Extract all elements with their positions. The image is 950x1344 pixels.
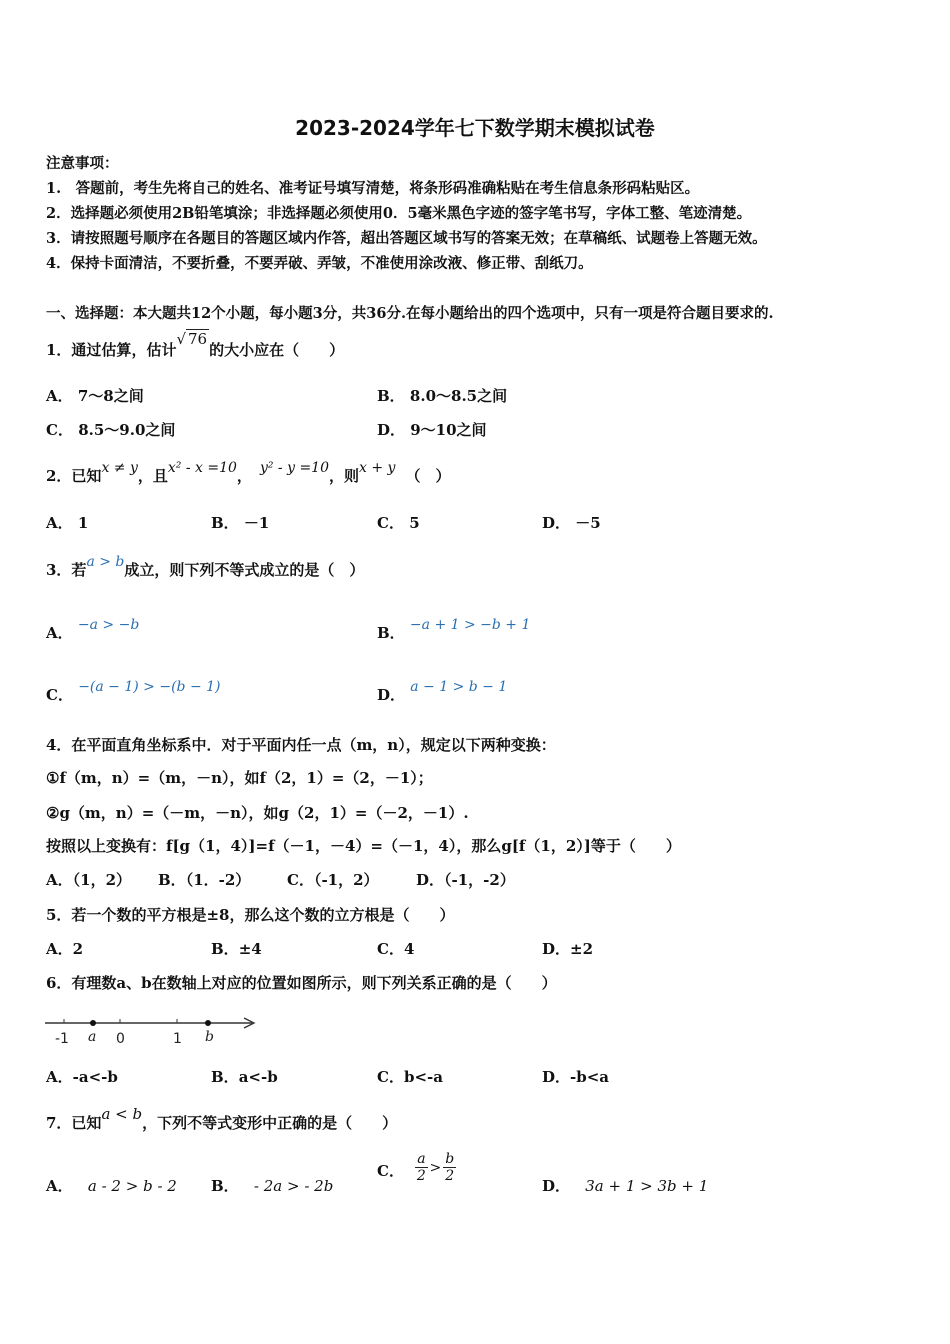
option-c: C． 8.5～9.0之间: [46, 421, 176, 439]
q2-expr: x + y: [359, 460, 396, 476]
option-c: C． −(a − 1) > −(b − 1): [46, 679, 221, 704]
option-d: D． a − 1 > b − 1: [377, 679, 508, 704]
point-b: [205, 1020, 211, 1026]
option-d: D．±2: [542, 940, 594, 958]
question-2: [46, 460, 451, 486]
option-d: D． 9～10之间: [377, 421, 487, 439]
option-b: B． －1: [211, 514, 270, 532]
question-4-ask: 按照以上变换有：f[g（1，4）]=f（－1，－4）=（－1，4），那么g[f（1，2）]等于（ ）: [46, 837, 681, 855]
q1-prefix: 1．通过估算，估计: [46, 341, 177, 359]
option-d: D． 3a + 1 > 3b + 1: [542, 1177, 709, 1195]
point-a: [90, 1020, 96, 1026]
q2-cond: x ≠ y: [101, 460, 138, 476]
sqrt-76: √ 76: [176, 330, 208, 348]
option-c: C． 5: [377, 514, 420, 532]
question-7: [46, 1105, 398, 1133]
question-5-stem: 5．若一个数的平方根是±8，那么这个数的立方根是（ ）: [46, 906, 455, 924]
option-c: C．4: [377, 940, 415, 958]
option-c: C．b<-a: [377, 1068, 443, 1086]
notice-item: 3．请按照题号顺序在各题目的答题区域内作答，超出答题区域书写的答案无效；在草稿纸、试题卷上答题无效。: [46, 230, 767, 247]
option-b: B．±4: [211, 940, 262, 958]
notice-item: 2．选择题必须使用2B铅笔填涂；非选择题必须使用0．5毫米黑色字迹的签字笔书写，字体工整、笔迹清楚。: [46, 205, 752, 222]
q2-comma: ，: [236, 467, 252, 485]
option-d: D． －5: [542, 514, 601, 532]
question-1: [46, 328, 345, 359]
option-a: A．-a<-b: [46, 1068, 118, 1086]
option-a: A． 1: [46, 514, 89, 532]
label-minus-1: -1: [55, 1031, 69, 1047]
option-b: B． −a + 1 > −b + 1: [377, 617, 531, 642]
q1-suffix: 的大小应在（ ）: [209, 341, 345, 359]
label-1: 1: [173, 1031, 182, 1047]
label-0: 0: [116, 1031, 125, 1047]
option-c: C． $\frac{a}{2}$ > $\frac{b}{2}$: [377, 1151, 455, 1184]
option-a: A． a - 2 > b - 2: [46, 1177, 177, 1195]
label-b: b: [205, 1029, 214, 1045]
q7-suffix: ，下列不等式变形中正确的是（ ）: [142, 1114, 398, 1132]
option-b: B． - 2a > - 2b: [211, 1177, 334, 1195]
option-b: B．（1．-2）: [158, 871, 251, 889]
notice-item: 1. 答题前，考生先将自己的姓名、准考证号填写清楚，将条形码准确粘贴在考生信息条形码粘贴区。: [46, 180, 700, 197]
question-6-stem: 6．有理数a、b在数轴上对应的位置如图所示，则下列关系正确的是（ ）: [46, 974, 557, 992]
option-b: B． 8.0～8.5之间: [377, 387, 508, 405]
q2-prefix: 2．已知: [46, 467, 102, 485]
question-4-rule1: ①f（m，n）=（m，－n），如f（2，1）=（2，－1）；: [46, 769, 433, 787]
q7-prefix: 7．已知: [46, 1114, 102, 1132]
number-line-figure: [40, 1010, 270, 1052]
q3-cond: a > b: [86, 554, 125, 570]
notice-heading: 注意事项：: [46, 155, 119, 172]
q7-cond: a < b: [101, 1105, 143, 1123]
fraction-a-over-2: $\frac{a}{2}$: [416, 1151, 426, 1184]
fraction-b-over-2: $\frac{b}{2}$: [445, 1151, 455, 1184]
q2-eq2: y² - y =10: [259, 460, 329, 476]
option-a: A．2: [46, 940, 84, 958]
option-a: A．（1，2）: [46, 871, 132, 889]
notice-item: 4．保持卡面清洁，不要折叠，不要弄破、弄皱，不准使用涂改液、修正带、刮纸刀。: [46, 255, 593, 272]
q3-suffix: 成立，则下列不等式成立的是（ ）: [124, 561, 365, 579]
q3-prefix: 3．若: [46, 561, 87, 579]
question-3: [46, 554, 365, 580]
question-4-rule2: ②g（m，n）=（－m，－n），如g（2，1）=（－2，－1）.: [46, 804, 469, 822]
q2-paren: （ ）: [405, 467, 451, 485]
option-a: A． −a > −b: [46, 617, 140, 642]
section-heading: 一、选择题：本大题共12个小题，每小题3分，共36分.在每小题给出的四个选项中，只有一项是符合题目要求的.: [46, 305, 774, 322]
option-a: A． 7～8之间: [46, 387, 144, 405]
option-d: D．-b<a: [542, 1068, 610, 1086]
q2-mid1: ，且: [137, 467, 168, 485]
q2-mid2: ，则: [329, 467, 360, 485]
page-title: 2023-2024学年七下数学期末模拟试卷: [295, 116, 655, 140]
question-4-stem: 4．在平面直角坐标系中．对于平面内任一点（m，n），规定以下两种变换：: [46, 736, 556, 754]
option-c: C．（-1，2）: [287, 871, 379, 889]
q2-eq1: x² - x =10: [167, 460, 237, 476]
label-a: a: [88, 1029, 97, 1045]
q1-radicand: 76: [188, 330, 208, 348]
option-d: D．（-1，-2）: [416, 871, 515, 889]
option-b: B．a<-b: [211, 1068, 278, 1086]
